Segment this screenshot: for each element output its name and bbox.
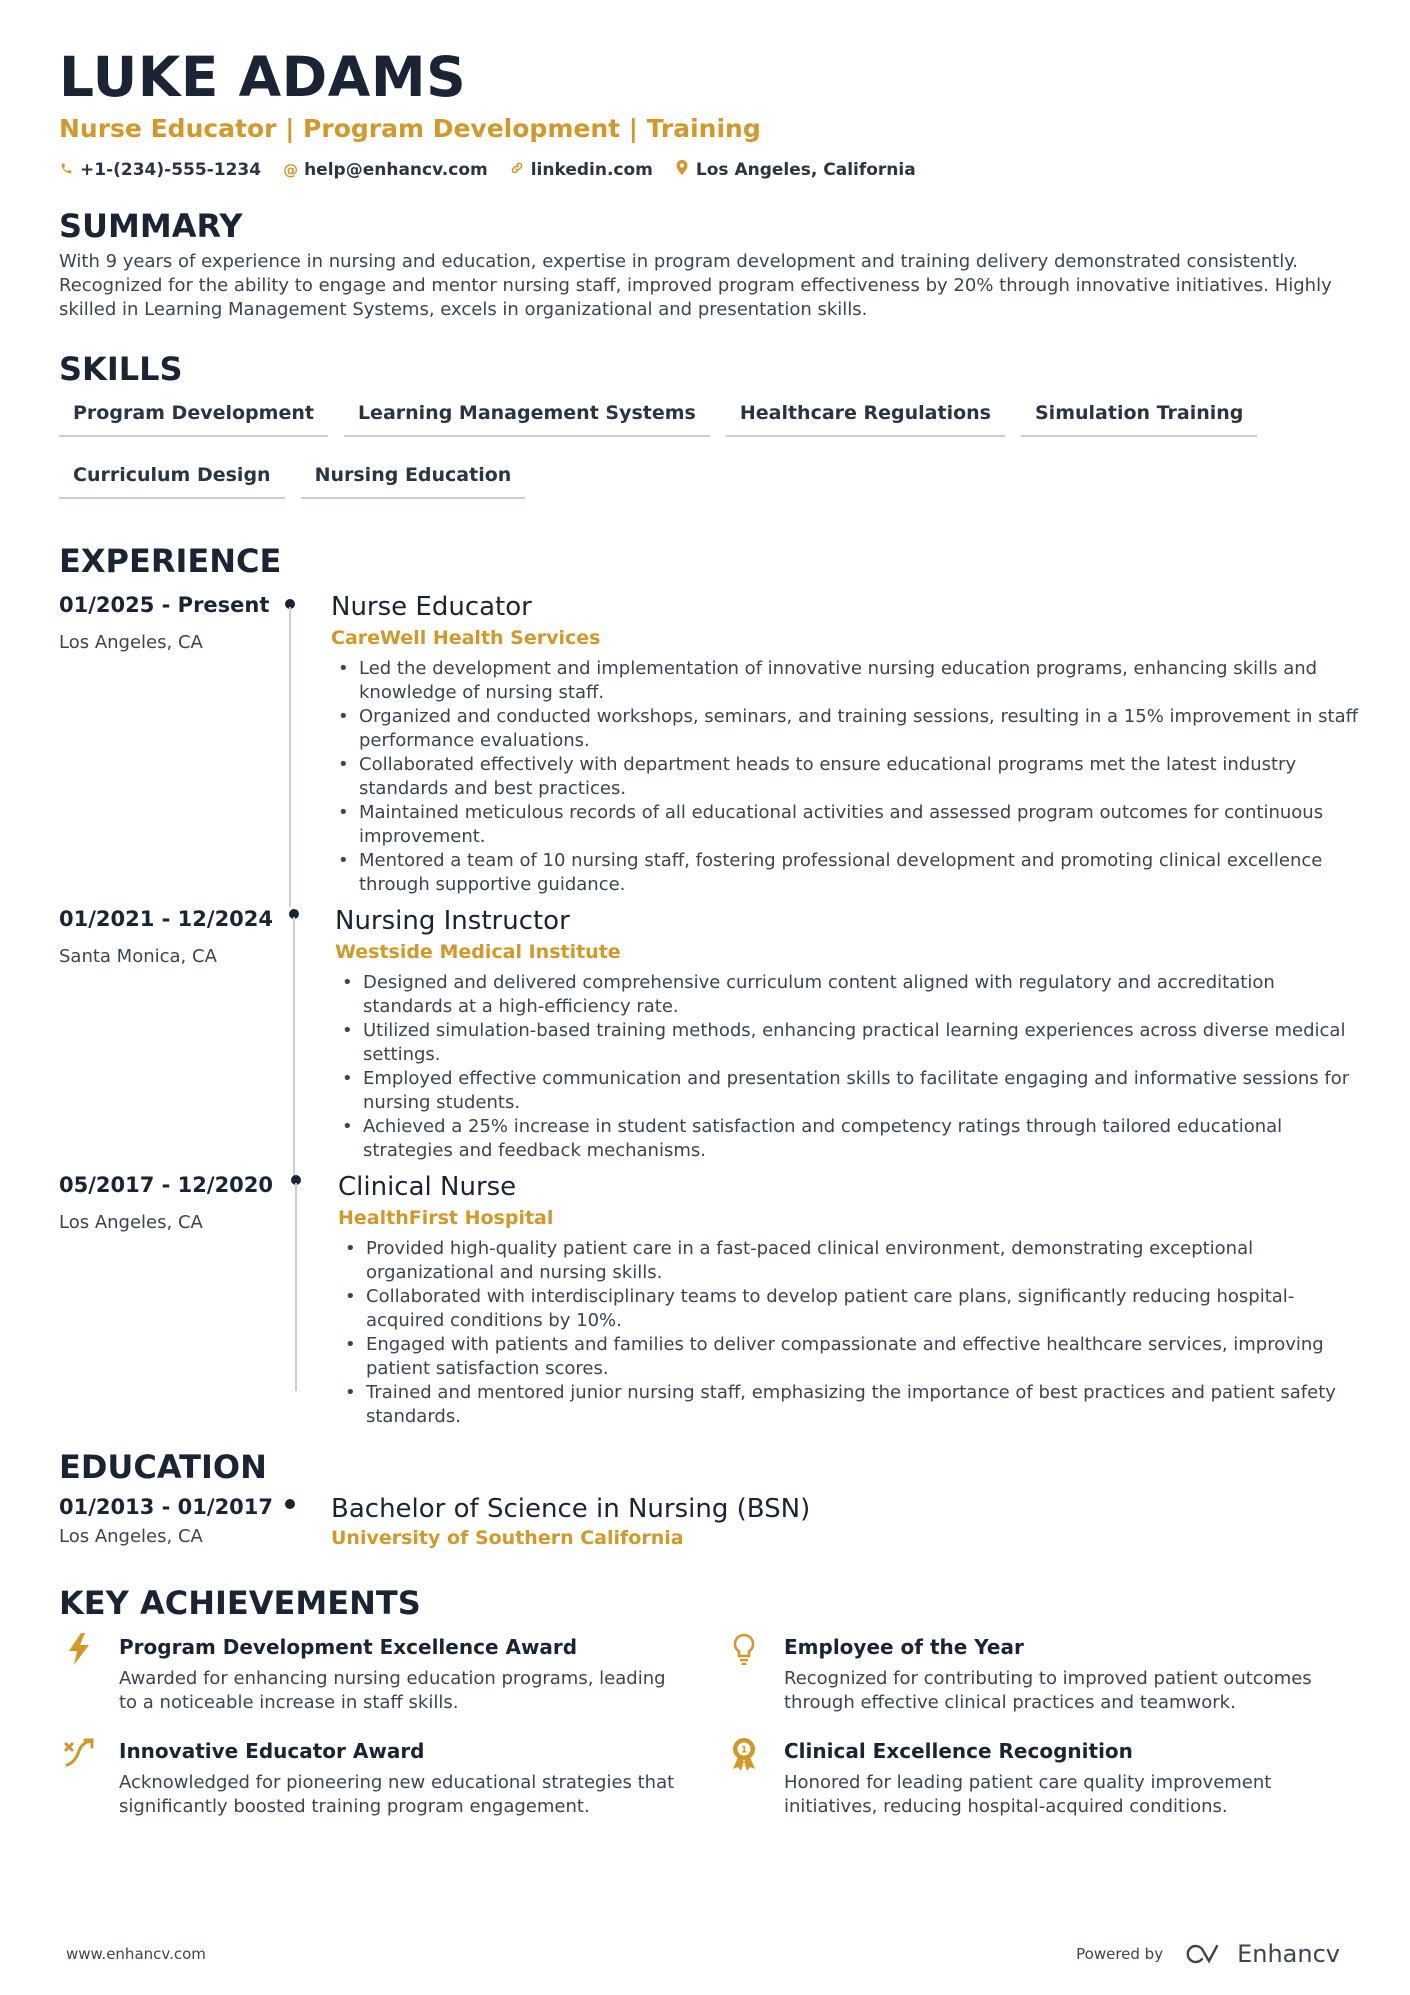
enhancv-brand-text: Enhancv [1237, 1940, 1340, 1968]
powered-by-label: Powered by [1076, 1945, 1164, 1963]
contact-linkedin-text: linkedin.com [530, 160, 653, 180]
skills-list [59, 395, 1359, 499]
job-role: Nursing Instructor [335, 906, 570, 936]
strategy-arrow-icon [59, 1737, 99, 1819]
timeline-line [295, 1183, 297, 1391]
timeline-line [293, 917, 295, 1182]
job-date: 05/2017 - 12/2020 [59, 1173, 274, 1197]
job-location: Santa Monica, CA [59, 946, 217, 967]
job-location: Los Angeles, CA [59, 632, 203, 653]
job-bullet: • Led the development and implementation of innovative nursing education programs, enhancing skills and knowledge of nursing staff. [331, 657, 1359, 705]
education-details [331, 1493, 1359, 1551]
contact-email-text: help@enhancv.com [304, 160, 488, 180]
job-details [338, 1171, 1359, 1429]
achievement-title: Innovative Educator Award [119, 1739, 425, 1763]
job-bullet: • Collaborated effectively with department heads to ensure educational programs met the latest industry standards and best practices. [331, 753, 1359, 801]
svg-text:1: 1 [740, 1745, 748, 1756]
achievement-desc: Acknowledged for pioneering new educational strategies that significantly boosted training program engagement. [119, 1772, 675, 1817]
contact-row [59, 158, 1359, 182]
job-bullet: • Organized and conducted workshops, seminars, and training sessions, resulting in a 15% improvement in staff performance evaluations. [331, 705, 1359, 753]
lightning-icon [59, 1633, 99, 1715]
job-bullet: • Achieved a 25% increase in student satisfaction and competency ratings through tailored educational strategies and feedback mechanisms. [335, 1115, 1359, 1163]
contact-location-text: Los Angeles, California [695, 160, 916, 180]
job-bullet: • Trained and mentored junior nursing staff, emphasizing the importance of best practices and patient safety standards. [338, 1381, 1359, 1429]
job-location: Los Angeles, CA [59, 1212, 203, 1233]
skills-heading: SKILLS [59, 350, 183, 388]
at-icon: @ [283, 161, 299, 179]
education-degree: Bachelor of Science in Nursing (BSN) [331, 1494, 811, 1524]
job-bullet: • Collaborated with interdisciplinary teams to develop patient care plans, significantly reducing hospital-acquired conditions by 10%. [338, 1285, 1359, 1333]
education-heading: EDUCATION [59, 1448, 267, 1486]
powered-by [1076, 1940, 1340, 1968]
skill-tag: Program Development [59, 395, 328, 437]
contact-location [675, 158, 916, 182]
achievements-grid [59, 1633, 1359, 1819]
achievements-section [59, 1583, 1359, 1819]
timeline-line [289, 607, 291, 907]
education-entry [59, 1493, 1359, 1551]
contact-phone[interactable] [59, 158, 261, 182]
contact-phone-text: +1-(234)-555-1234 [80, 160, 262, 180]
education-school: University of Southern California [331, 1527, 684, 1549]
job-date: 01/2025 - Present [59, 593, 270, 617]
job-entry [59, 591, 1359, 897]
job-entry [59, 905, 1359, 1163]
job-company: HealthFirst Hospital [338, 1207, 554, 1229]
education-date: 01/2013 - 01/2017 [59, 1495, 274, 1519]
contact-linkedin[interactable] [510, 158, 653, 182]
achievement-desc: Recognized for contributing to improved patient outcomes through effective clinical practices and teamwork. [784, 1668, 1312, 1713]
footer [66, 1940, 1340, 1968]
achievement-title: Employee of the Year [784, 1635, 1024, 1659]
candidate-name: LUKE ADAMS [59, 45, 467, 109]
job-bullets [335, 971, 1359, 1163]
achievement-title: Program Development Excellence Award [119, 1635, 578, 1659]
achievement-item [59, 1737, 679, 1819]
job-bullet: • Provided high-quality patient care in a fast-paced clinical environment, demonstrating exceptional organizational and nursing skills. [338, 1237, 1359, 1285]
education-location: Los Angeles, CA [59, 1526, 203, 1547]
job-bullet: • Engaged with patients and families to deliver compassionate and effective healthcare services, improving patient satisfaction scores. [338, 1333, 1359, 1381]
job-bullets [338, 1237, 1359, 1429]
job-entry [59, 1171, 1359, 1429]
footer-website[interactable]: www.enhancv.com [66, 1945, 206, 1963]
timeline-dot [285, 1499, 295, 1509]
job-bullet: • Mentored a team of 10 nursing staff, fostering professional development and promoting clinical excellence through supportive guidance. [331, 849, 1359, 897]
enhancv-logo[interactable] [1183, 1940, 1340, 1968]
skill-tag: Simulation Training [1021, 395, 1257, 437]
job-role: Clinical Nurse [338, 1172, 517, 1202]
contact-email[interactable] [283, 158, 488, 182]
job-bullet: • Utilized simulation-based training methods, enhancing practical learning experiences across diverse medical settings. [335, 1019, 1359, 1067]
location-pin-icon [675, 158, 689, 182]
skills-section [59, 349, 1359, 499]
experience-section [59, 541, 1359, 1429]
achievement-item [59, 1633, 679, 1715]
job-role: Nurse Educator [331, 592, 532, 622]
achievement-title: Clinical Excellence Recognition [784, 1739, 1133, 1763]
job-details [331, 591, 1359, 897]
skill-tag: Learning Management Systems [344, 395, 710, 437]
achievements-heading: KEY ACHIEVEMENTS [59, 1584, 421, 1622]
experience-heading: EXPERIENCE [59, 542, 282, 580]
skill-tag: Curriculum Design [59, 457, 285, 499]
education-section [59, 1447, 1359, 1551]
achievement-desc: Honored for leading patient care quality improvement initiatives, reducing hospital-acquired conditions. [784, 1772, 1272, 1817]
skill-tag: Healthcare Regulations [726, 395, 1005, 437]
job-company: Westside Medical Institute [335, 941, 621, 963]
candidate-title: Nurse Educator | Program Development | Training [59, 114, 761, 143]
job-bullet: • Maintained meticulous records of all educational activities and assessed program outcomes for continuous improvement. [331, 801, 1359, 849]
phone-icon [59, 158, 73, 182]
job-bullet: • Employed effective communication and presentation skills to facilitate engaging and informative sessions for nursing students. [335, 1067, 1359, 1115]
summary-section [59, 206, 1359, 322]
job-details [335, 905, 1359, 1163]
job-bullet: • Designed and delivered comprehensive curriculum content aligned with regulatory and accreditation standards at a high-efficiency rate. [335, 971, 1359, 1019]
lightbulb-icon [724, 1633, 764, 1715]
resume-page [59, 44, 1359, 1819]
achievement-desc: Awarded for enhancing nursing education programs, leading to a noticeable increase in staff skills. [119, 1668, 666, 1713]
skill-tag: Nursing Education [301, 457, 526, 499]
achievement-item [724, 1737, 1344, 1819]
medal-icon [724, 1737, 764, 1819]
summary-heading: SUMMARY [59, 207, 243, 245]
enhancv-logo-mark [1183, 1943, 1229, 1965]
summary-text: With 9 years of experience in nursing and education, expertise in program development and training delivery demonstrated consistently. Recognized for the ability to engage and mentor nursing staff, improved program effectiveness by 20% through innovative initiatives. Highly skilled in Learning Management Systems, excels in organizational and presentation skills. [59, 251, 1332, 320]
link-icon [510, 158, 524, 182]
job-company: CareWell Health Services [331, 627, 601, 649]
achievement-item [724, 1633, 1344, 1715]
job-bullets [331, 657, 1359, 897]
job-date: 01/2021 - 12/2024 [59, 907, 274, 931]
